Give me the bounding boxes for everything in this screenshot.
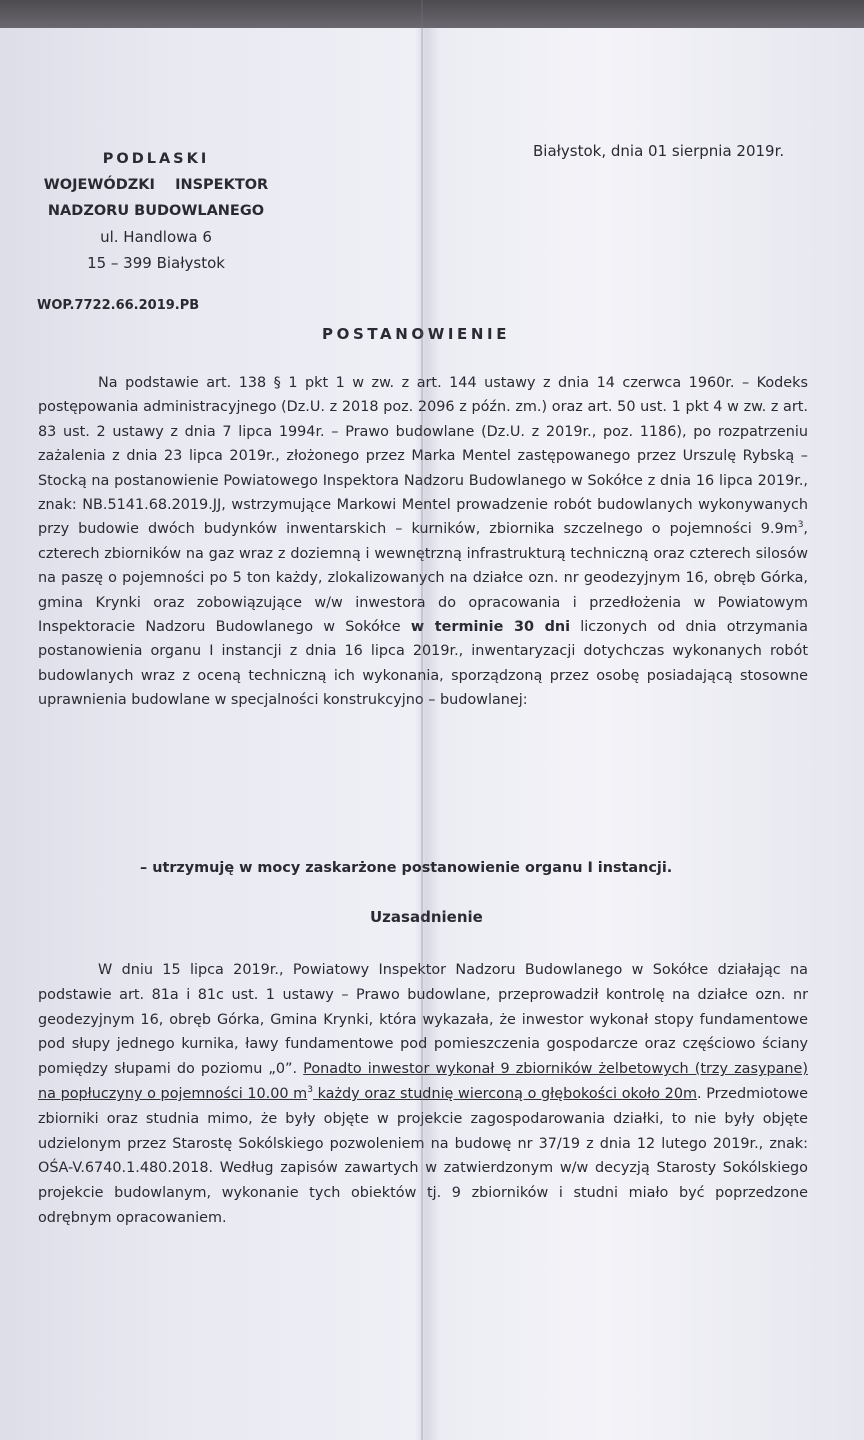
- para1-text-a: Na podstawie art. 138 § 1 pkt 1 w zw. z art. 144 ustawy z dnia 14 czerwca 1960r. – Kodeks postępowania administracyjnego (Dz.U. z 2018 poz. 2096 z późn. zm.) oraz art. 50 ust. 1 pkt 4 w zw. z art. 83 ust. 2 ustawy z dnia 7 lipca 1994r. – Prawo budowlane (Dz.U. z 2019r., poz. 1186), po rozpatrzeniu zażalenia z dnia 23 lipca 2019r., złożonego przez Marka Mentel zastępowanego przez Urszulę Rybską – Stocką na postanowienie Powiatowego Inspektora Nadzoru Budowlanego w Sokółce z dnia 16 lipca 2019r., znak: NB.5141.68.2019.JJ, wstrzymujące Markowi Mentel prowadzenie robót budowlanych wykonywanych przy budowie dwóch budynków inwentarskich – kurników, zbiornika szczelnego o pojemności 9.9m: [38, 375, 808, 538]
- justification-heading: Uzasadnienie: [370, 908, 483, 926]
- document-title: POSTANOWIENIE: [322, 325, 511, 343]
- issuer-line-2: WOJEWÓDZKI INSPEKTOR: [43, 177, 269, 193]
- paper-fold: [421, 0, 423, 1440]
- para1-text-b: , czterech zbiorników na gaz wraz z doziemną i wewnętrzną infrastrukturą techniczną oraz czterech silosów na paszę o pojemności po 5 ton każdy, zlokalizowanych na działce ozn. nr geodezyjnym 16, obręb Górka, gmina Krynki oraz zobowiązujące w/w inwestora do opracowania i przedłożenia w Powiatowym Inspektoracie Nadzoru Budowlanego w Sokółce: [38, 521, 808, 636]
- para2-text-b: . Przedmiotowe zbiorniki oraz studnia mimo, że były objęte w projekcie zagospodarowania działki, to nie były objęte udzielonym przez Starostę Sokólskiego pozwoleniem na budowę nr 37/19 z dnia 12 lutego 2019r., znak: OŚA-V.6740.1.480.2018. Według zapisów zawartych w zatwierdzonym w/w decyzją Starosty Sokólskiego projekcie budowlanym, wykonanie tych obiektów tj. 9 zbiorników i studni miało być poprzedzone odrębnym opracowaniem.: [38, 1085, 808, 1226]
- issuer-block: [0, 146, 312, 276]
- reference-number: WOP.7722.66.2019.PB: [37, 298, 200, 313]
- document-date: Białystok, dnia 01 sierpnia 2019r.: [533, 142, 785, 160]
- legal-basis-paragraph: [38, 371, 808, 713]
- document-page: [0, 28, 864, 1440]
- para2-text-a: W dniu 15 lipca 2019r., Powiatowy Inspektor Nadzoru Budowlanego w Sokółce działając na podstawie art. 81a i 81c ust. 1 ustawy – Prawo budowlane, przeprowadził kontrolę na działce ozn. nr geodezyjnym 16, obręb Górka, Gmina Krynki, która wykazała, że inwestor wykonał stopy fundamentowe pod słupy jednego kurnika, ławy fundamentowe pod pomieszczenia gospodarcze oraz częściowo ściany pomiędzy słupami do poziomu „0”.: [38, 962, 808, 1078]
- issuer-line-3: NADZORU BUDOWLANEGO: [47, 203, 265, 219]
- para2-underlined-a: Ponadto inwestor wykonał 9 zbiorników żelbetowych (trzy zasypane) na popłuczyny o pojemności 10.00 m: [38, 1061, 808, 1102]
- background-top: [0, 0, 864, 30]
- justification-paragraph: [38, 958, 808, 1231]
- para1-text-c: liczonych od dnia otrzymania postanowienia organu I instancji z dnia 16 lipca 2019r., inwentaryzacji dotychczas wykonanych robót budowlanych wraz z oceną techniczną ich wykonania, sporządzoną przez osobę posiadającą stosowne uprawnienia budowlane w specjalności konstrukcyjno – budowlanej:: [38, 619, 808, 709]
- decision-statement: – utrzymuję w mocy zaskarżone postanowienie organu I instancji.: [140, 860, 673, 876]
- issuer-city: 15 – 399 Białystok: [87, 254, 225, 272]
- issuer-line-1: PODLASKI: [102, 151, 210, 167]
- para1-deadline: w terminie 30 dni: [410, 619, 571, 636]
- para2-underlined-b: każdy oraz studnię wierconą o głębokości około 20m: [312, 1085, 697, 1102]
- para1-superscript: 3: [797, 520, 804, 531]
- issuer-street: ul. Handlowa 6: [100, 228, 212, 246]
- para2-superscript: 3: [307, 1085, 313, 1096]
